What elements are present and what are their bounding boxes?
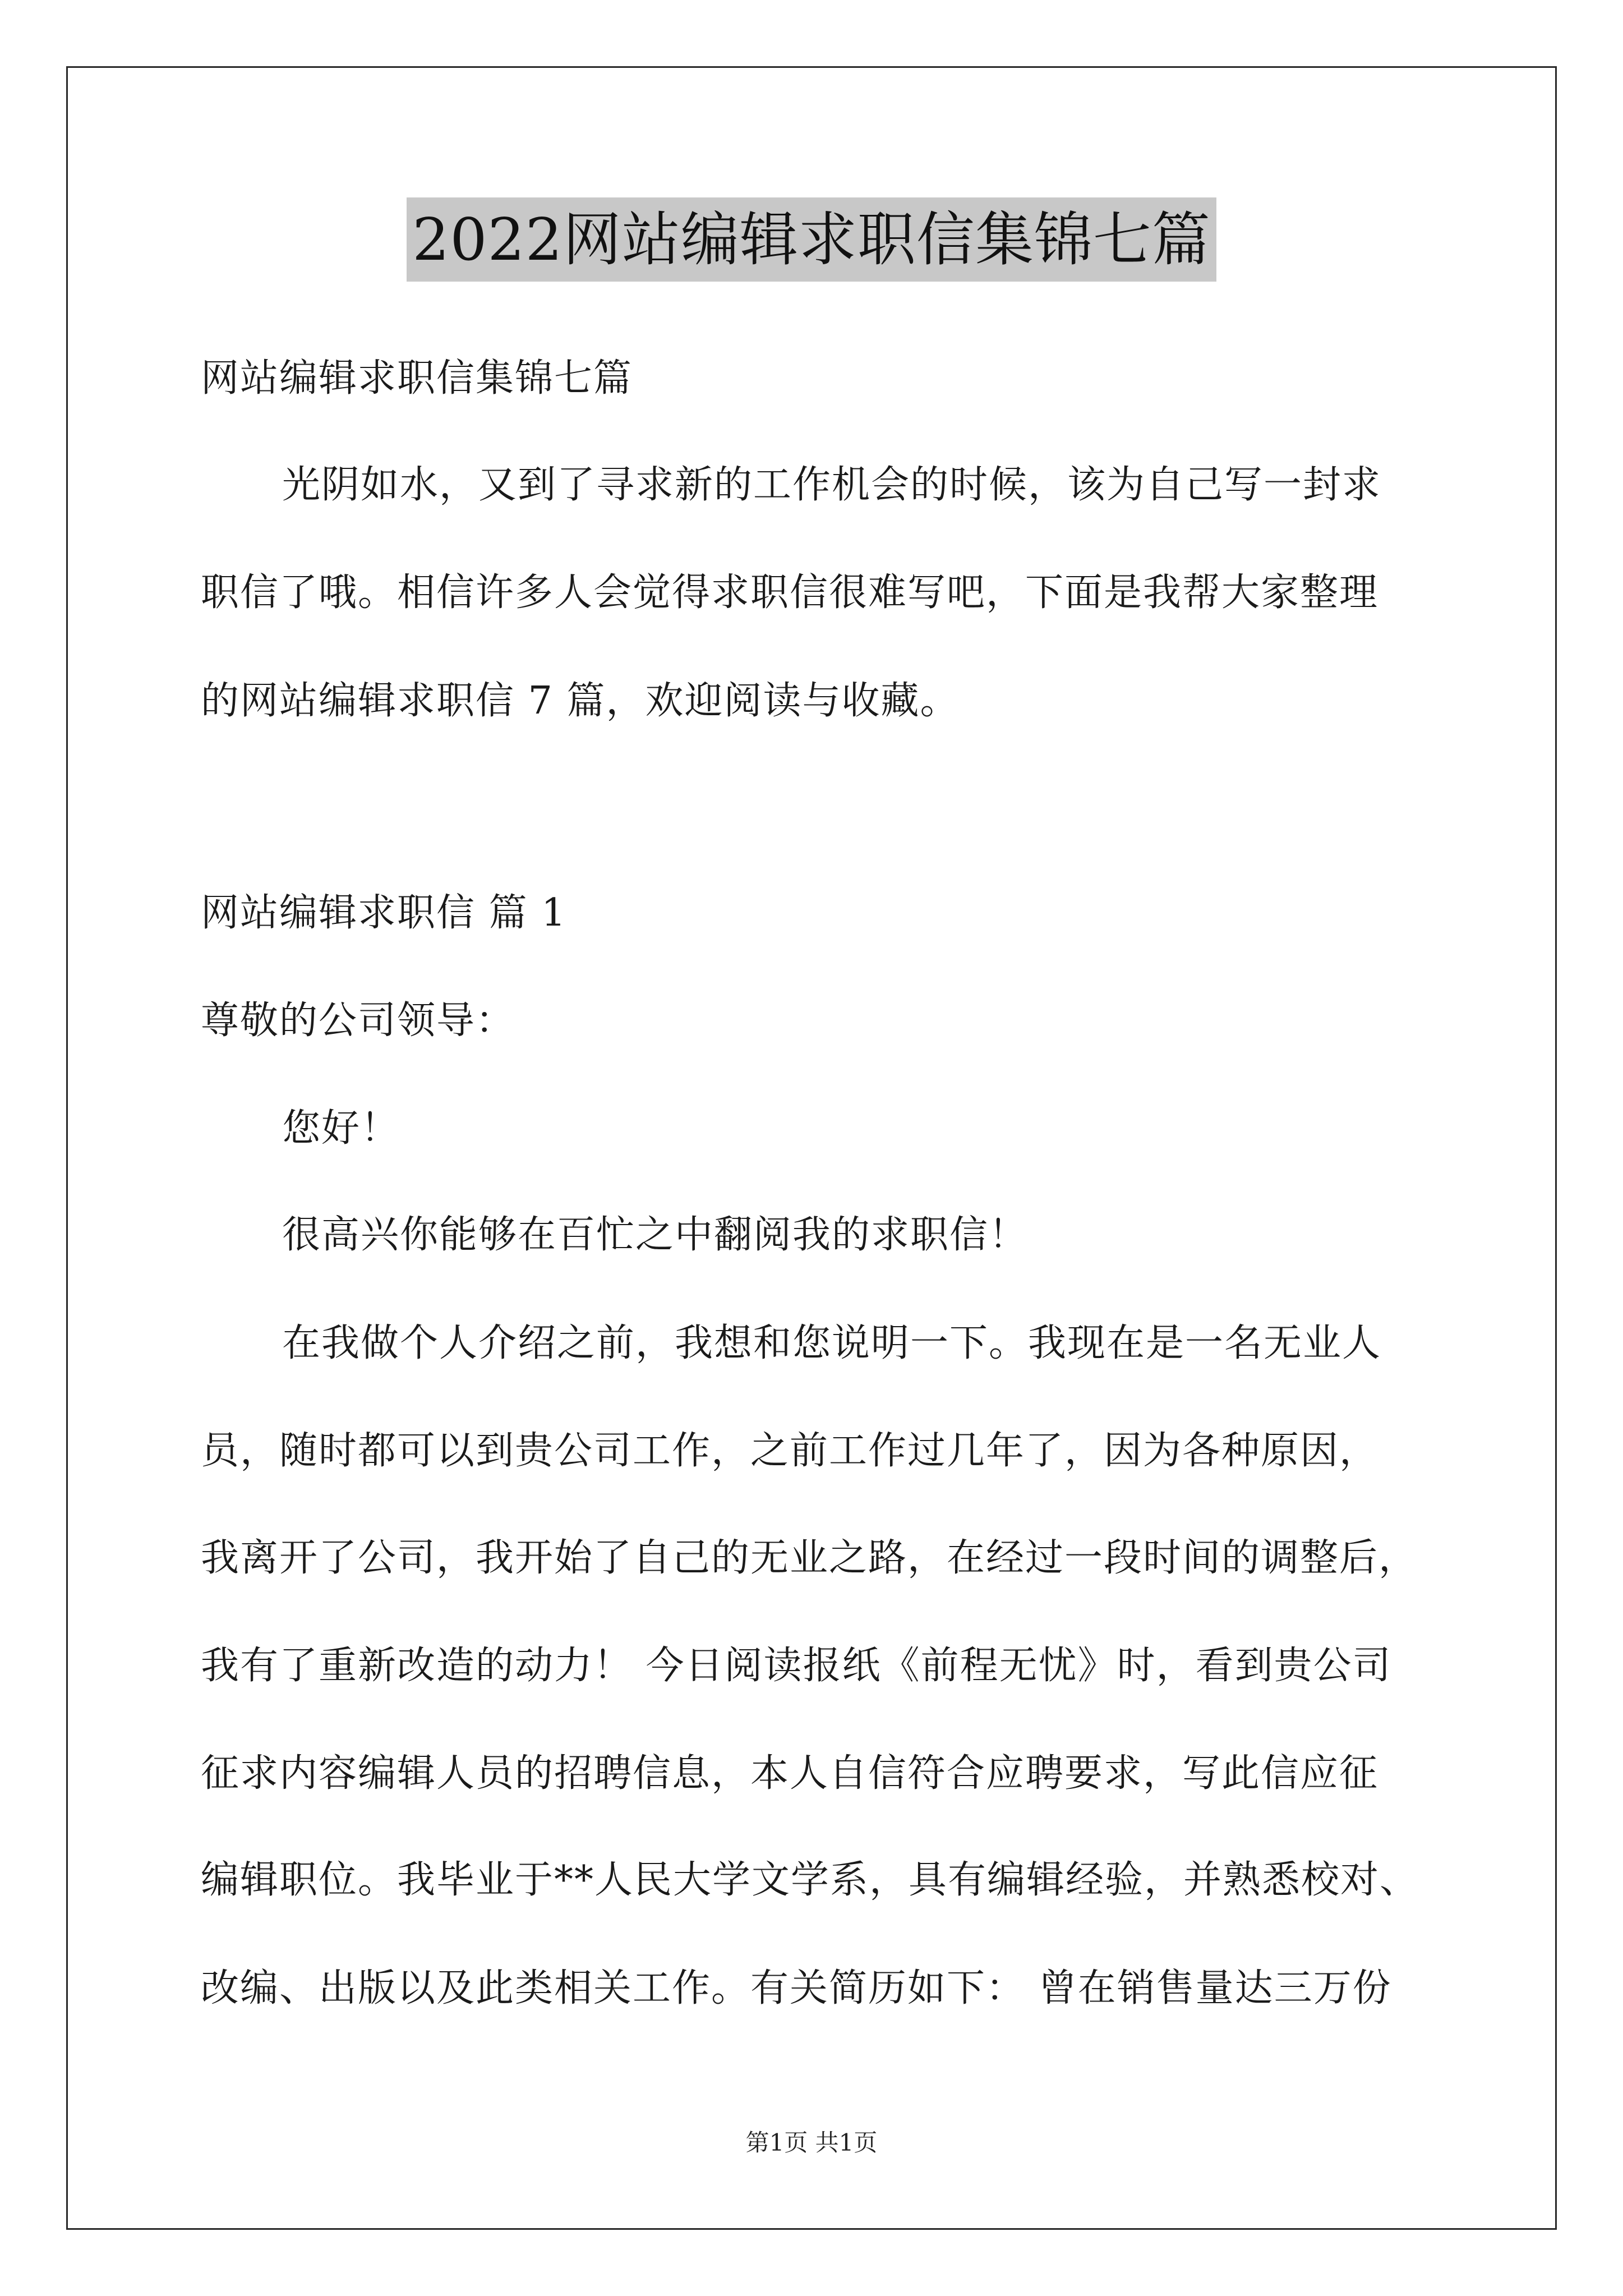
salutation: 尊敬的公司领导：	[201, 999, 515, 1043]
document-subtitle: 网站编辑求职信集锦七篇	[201, 356, 633, 401]
section-heading: 网站编辑求职信 篇 1	[201, 891, 567, 935]
title-block	[0, 197, 1623, 282]
greeting: 您好！	[282, 1106, 400, 1151]
intro-line: 的网站编辑求职信 7 篇，欢迎阅读与收藏。	[201, 679, 960, 723]
body-line: 编辑职位。我毕业于**人民大学文学系，具有编辑经验，并熟悉校对、	[201, 1858, 1419, 1902]
body-line: 征求内容编辑人员的招聘信息，本人自信符合应聘要求，写此信应征	[201, 1751, 1379, 1796]
body-line: 员，随时都可以到贵公司工作，之前工作过几年了，因为各种原因，	[201, 1429, 1379, 1473]
body-line: 在我做个人介绍之前，我想和您说明一下。我现在是一名无业人	[282, 1321, 1382, 1365]
body-line: 我离开了公司，我开始了自己的无业之路，在经过一段时间的调整后，	[201, 1536, 1418, 1580]
intro-line: 光阴如水，又到了寻求新的工作机会的时候，该为自己写一封求	[282, 463, 1382, 507]
body-line: 改编、出版以及此类相关工作。有关简历如下： 曾在销售量达三万份	[201, 1966, 1392, 2010]
document-title: 2022网站编辑求职信集锦七篇	[407, 197, 1216, 282]
page-footer: 第1页 共1页	[745, 2129, 878, 2156]
body-line: 我有了重新改造的动力！ 今日阅读报纸《前程无忧》时，看到贵公司	[201, 1644, 1392, 1688]
intro-line: 职信了哦。相信许多人会觉得求职信很难写吧，下面是我帮大家整理	[201, 570, 1379, 615]
thanks-line: 很高兴你能够在百忙之中翻阅我的求职信！	[282, 1213, 1029, 1257]
